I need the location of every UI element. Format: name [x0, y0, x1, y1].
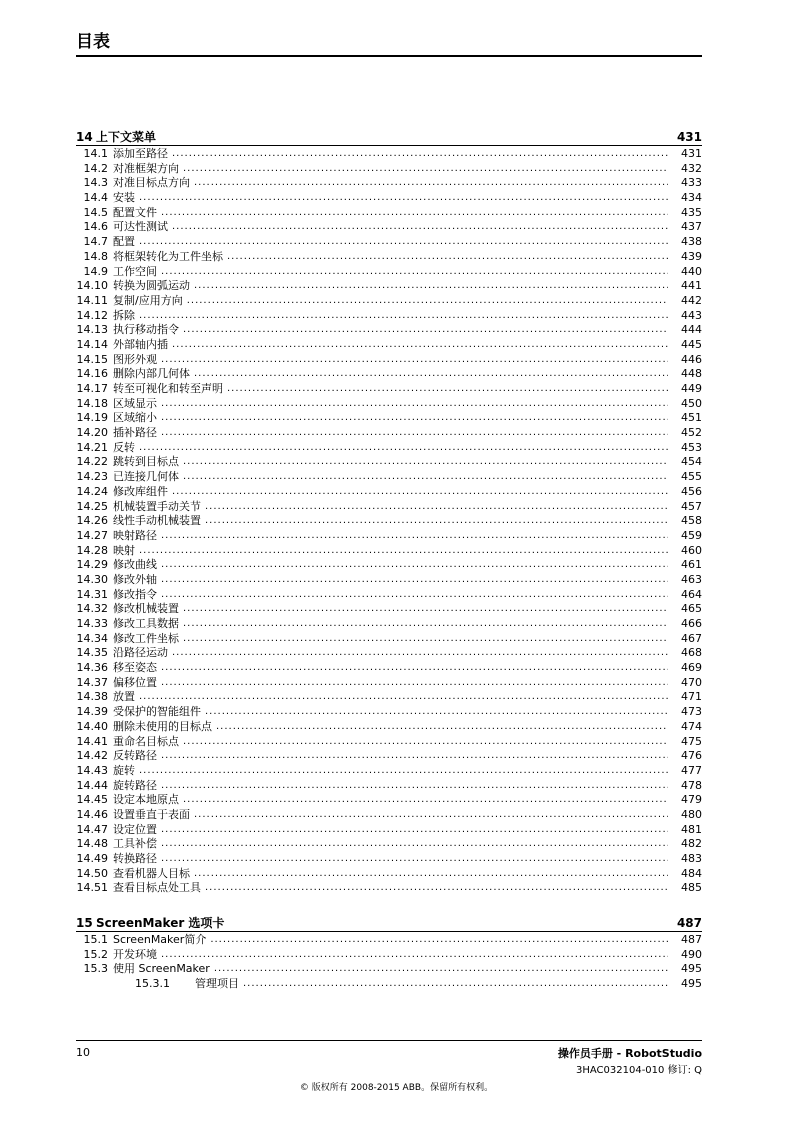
- toc-dot-leader: [139, 191, 668, 206]
- toc-entry-title: 工具补偿: [113, 837, 157, 851]
- toc-dot-leader: [183, 632, 668, 647]
- toc-entry-page: 475: [681, 734, 702, 748]
- toc-dot-leader: [243, 977, 668, 992]
- toc-entry-number: 14.27: [76, 528, 108, 542]
- toc-entry-title: 可达性测试: [113, 220, 168, 234]
- toc-entry-title: 区域缩小: [113, 411, 157, 425]
- toc-entry[interactable]: [76, 397, 702, 412]
- toc-entry-page: 495: [681, 977, 702, 991]
- toc-entry-title: 转至可视化和转至声明: [113, 382, 223, 395]
- toc-entry-number: 14.26: [76, 514, 108, 528]
- toc-entry-page: 439: [681, 249, 702, 263]
- toc-dot-leader: [161, 558, 668, 573]
- toc-entry-title: 执行移动指令: [113, 323, 179, 337]
- toc-entry[interactable]: [76, 573, 702, 588]
- toc-entry-page: 471: [681, 690, 702, 704]
- toc-dot-leader: [183, 735, 668, 750]
- toc-entry[interactable]: [76, 147, 702, 162]
- toc-entry-number: 14.41: [76, 734, 108, 748]
- chapter-divider: [76, 145, 702, 146]
- toc-dot-leader: [205, 500, 668, 515]
- toc-entry-title: 转换路径: [113, 852, 157, 865]
- toc-entry[interactable]: [76, 808, 702, 823]
- toc-dot-leader: [161, 661, 668, 676]
- toc-entry[interactable]: [76, 279, 702, 294]
- toc-entry-number: 14.28: [76, 543, 108, 557]
- toc-entry-title: 线性手动机械装置: [113, 514, 201, 528]
- toc-entry-page: 450: [681, 396, 702, 410]
- toc-entry[interactable]: [76, 867, 702, 882]
- toc-entry-number: 14.3: [83, 176, 108, 190]
- toc-entry-page: 449: [681, 382, 702, 395]
- toc-entry[interactable]: [76, 426, 702, 441]
- toc-entry-title: 图形外观: [113, 352, 157, 366]
- toc-entry[interactable]: [76, 206, 702, 221]
- toc-dot-leader: [205, 705, 668, 720]
- toc-entry-page: 455: [681, 470, 702, 484]
- toc-entry[interactable]: [76, 749, 702, 764]
- toc-entry-number: 14.10: [76, 279, 108, 293]
- toc-entry-page: 443: [681, 308, 702, 322]
- toc-entry-number: 15.1: [83, 933, 108, 947]
- toc-entry-number: 14.23: [76, 470, 108, 484]
- toc-entry-title: 沿路径运动: [113, 646, 168, 660]
- toc-entry[interactable]: [76, 309, 702, 324]
- toc-dot-leader: [161, 411, 668, 426]
- chapter-title: 上下文菜单: [96, 130, 157, 144]
- toc-entry-number: 15.3.1: [135, 977, 170, 991]
- toc-dot-leader: [183, 793, 668, 808]
- toc-entry-title: 修改工具数据: [113, 617, 179, 630]
- toc-entry-title: 反转: [113, 440, 135, 454]
- toc-entry-title: 修改工件坐标: [113, 631, 179, 645]
- toc-entry-number: 15.2: [83, 947, 108, 961]
- toc-dot-leader: [183, 602, 668, 617]
- toc-entry-page: 468: [681, 646, 702, 660]
- toc-entry-page: 478: [681, 778, 702, 792]
- toc-entry-title: 重命名目标点: [113, 734, 179, 748]
- footer-doc-id: 3HAC032104-010 修订: Q: [576, 1065, 702, 1076]
- toc-entry[interactable]: [76, 602, 702, 617]
- toc-entry-title: 工作空间: [113, 264, 157, 278]
- toc-dot-leader: [161, 397, 668, 412]
- toc-dot-leader: [161, 426, 668, 441]
- toc-dot-leader: [214, 962, 668, 977]
- toc-entry-number: 14.2: [83, 161, 108, 175]
- toc-entry-number: 14.37: [76, 675, 108, 689]
- toc-entry[interactable]: [76, 294, 702, 309]
- toc-entry-title: 反转路径: [113, 749, 157, 763]
- toc-entry-page: 470: [681, 675, 702, 689]
- toc-dot-leader: [161, 823, 668, 838]
- toc-entry-number: 14.4: [83, 191, 108, 205]
- toc-dot-leader: [172, 485, 668, 500]
- toc-entry-page: 490: [681, 947, 702, 961]
- toc-entry[interactable]: [76, 162, 702, 177]
- toc-entry-number: 15.3: [83, 962, 108, 976]
- chapter-heading[interactable]: [76, 912, 702, 930]
- toc-entry-title: 设定位置: [113, 822, 157, 836]
- toc-entry-title: 配置: [113, 235, 135, 249]
- toc-entry-page: 467: [681, 631, 702, 645]
- toc-dot-leader: [183, 455, 668, 470]
- toc-dot-leader: [172, 338, 668, 353]
- toc-entry-page: 444: [681, 323, 702, 337]
- toc-entry[interactable]: [76, 382, 702, 397]
- toc-entry-list: [76, 933, 702, 992]
- toc-entry-page: 461: [681, 558, 702, 572]
- toc-entry[interactable]: [76, 441, 702, 456]
- toc-entry-title: 删除内部几何体: [113, 367, 190, 381]
- toc-dot-leader: [194, 867, 668, 882]
- toc-dot-leader: [139, 309, 668, 324]
- toc-entry[interactable]: [76, 220, 702, 235]
- toc-entry-page: 453: [681, 440, 702, 454]
- toc-entry[interactable]: [76, 676, 702, 691]
- toc-entry-title: 设定本地原点: [113, 793, 179, 807]
- toc-entry[interactable]: [76, 353, 702, 368]
- toc-entry-title: 放置: [113, 690, 135, 704]
- toc-entry-page: 457: [681, 499, 702, 513]
- toc-dot-leader: [227, 382, 668, 397]
- toc-entry-page: 437: [681, 220, 702, 234]
- toc-entry-number: 14.51: [76, 881, 108, 895]
- toc-entry-page: 480: [681, 807, 702, 821]
- toc-entry-title: 外部轴内插: [113, 337, 168, 351]
- toc-entry-page: 485: [681, 881, 702, 895]
- toc-dot-leader: [161, 676, 668, 691]
- toc-entry[interactable]: [76, 617, 702, 632]
- toc-entry-number: 14.44: [76, 778, 108, 792]
- toc-entry-page: 459: [681, 528, 702, 542]
- toc-entry-title: 偏移位置: [113, 675, 157, 689]
- toc-entry-title: 修改机械装置: [113, 602, 179, 616]
- toc-entry-title: 修改指令: [113, 587, 157, 601]
- toc-entry[interactable]: [76, 948, 702, 963]
- toc-entry-page: 469: [681, 661, 702, 675]
- toc-dot-leader: [139, 764, 668, 779]
- toc-entry[interactable]: [76, 411, 702, 426]
- toc-entry-page: 442: [681, 293, 702, 307]
- toc-entry[interactable]: [76, 661, 702, 676]
- toc-dot-leader: [161, 749, 668, 764]
- toc-entry-number: 14.18: [76, 396, 108, 410]
- page-title: 目表: [76, 32, 110, 52]
- toc-entry-title: 开发环境: [113, 947, 157, 961]
- toc-dot-leader: [183, 617, 668, 632]
- toc-entry-number: 14.36: [76, 661, 108, 675]
- footer-divider: [76, 1040, 702, 1041]
- toc-entry[interactable]: [76, 529, 702, 544]
- toc-entry-page: 483: [681, 852, 702, 865]
- toc-entry-number: 14.45: [76, 793, 108, 807]
- toc-entry[interactable]: [76, 933, 702, 948]
- toc-entry-title: 设置垂直于表面: [113, 807, 190, 821]
- toc-entry-page: 466: [681, 617, 702, 630]
- toc-entry-number: 14.47: [76, 822, 108, 836]
- toc-entry-page: 452: [681, 426, 702, 440]
- toc-dot-leader: [161, 573, 668, 588]
- toc-entry-number: 14.21: [76, 440, 108, 454]
- footer-page-number: 10: [76, 1046, 90, 1059]
- toc-dot-leader: [172, 220, 668, 235]
- toc-dot-leader: [194, 176, 668, 191]
- toc-entry[interactable]: [76, 735, 702, 750]
- toc-dot-leader: [161, 779, 668, 794]
- toc-entry[interactable]: [76, 470, 702, 485]
- toc-entry-number: 14.15: [76, 352, 108, 366]
- toc-dot-leader: [194, 279, 668, 294]
- toc-entry-page: 432: [681, 161, 702, 175]
- chapter-number: 14: [76, 130, 93, 144]
- toc-entry-title: 安装: [113, 191, 135, 205]
- toc-entry[interactable]: [76, 485, 702, 500]
- toc-entry-number: 14.48: [76, 837, 108, 851]
- toc-entry-number: 14.20: [76, 426, 108, 440]
- toc-entry[interactable]: [76, 176, 702, 191]
- toc-entry-number: 14.43: [76, 763, 108, 777]
- toc-dot-leader: [139, 235, 668, 250]
- toc-entry-page: 474: [681, 719, 702, 733]
- toc-entry-title: 已连接几何体: [113, 470, 179, 484]
- toc-entry-title: 查看机器人目标: [113, 866, 190, 880]
- toc-entry[interactable]: [76, 367, 702, 382]
- toc-entry[interactable]: [76, 323, 702, 338]
- chapter-page: 487: [676, 916, 702, 931]
- toc-entry[interactable]: [76, 265, 702, 280]
- toc-dot-leader: [183, 323, 668, 338]
- toc-entry[interactable]: [76, 764, 702, 779]
- toc-entry-number: 14.29: [76, 558, 108, 572]
- toc-dot-leader: [161, 353, 668, 368]
- toc-entry[interactable]: [76, 852, 702, 867]
- toc-dot-leader: [161, 837, 668, 852]
- toc-entry-number: 14.11: [76, 293, 108, 307]
- toc-dot-leader: [139, 441, 668, 456]
- toc-entry-number: 14.22: [76, 455, 108, 469]
- toc-entry-title: 管理项目: [195, 977, 239, 991]
- toc-entry[interactable]: [76, 977, 702, 992]
- toc-entry-title: 区域显示: [113, 396, 157, 410]
- toc-entry-number: 14.46: [76, 807, 108, 821]
- footer-manual-title: 操作员手册 - RobotStudio: [557, 1047, 702, 1060]
- toc-entry-title: 转换为圆弧运动: [113, 279, 190, 293]
- toc-entry-number: 14.24: [76, 484, 108, 498]
- toc-entry-title: 插补路径: [113, 426, 157, 440]
- toc-entry-page: 431: [681, 147, 702, 160]
- toc-dot-leader: [183, 162, 668, 177]
- chapter-gap: [76, 896, 702, 912]
- toc-entry-page: 463: [681, 572, 702, 586]
- toc-entry-title: 旋转: [113, 763, 135, 777]
- toc-entry-number: 14.16: [76, 367, 108, 381]
- toc-entry-number: 14.19: [76, 411, 108, 425]
- toc-entry-number: 14.12: [76, 308, 108, 322]
- toc-entry-number: 14.38: [76, 690, 108, 704]
- toc-entry-title: 复制/应用方向: [113, 293, 183, 307]
- toc-entry-page: 445: [681, 337, 702, 351]
- toc-entry-number: 14.9: [83, 264, 108, 278]
- chapter-divider: [76, 931, 702, 932]
- toc-dot-leader: [172, 147, 668, 162]
- toc-entry[interactable]: [76, 632, 702, 647]
- toc-entry[interactable]: [76, 705, 702, 720]
- toc-entry[interactable]: [76, 235, 702, 250]
- toc-entry-page: 484: [681, 866, 702, 880]
- toc-dot-leader: [172, 646, 668, 661]
- toc-entry-title: 映射: [113, 543, 135, 557]
- toc-entry[interactable]: [76, 588, 702, 603]
- toc-entry-title: 受保护的智能组件: [113, 705, 201, 719]
- toc-entry-title: 旋转路径: [113, 778, 157, 792]
- toc-entry-list: [76, 147, 702, 896]
- toc-entry-page: 465: [681, 602, 702, 616]
- toc-dot-leader: [161, 265, 668, 280]
- toc-entry-number: 14.31: [76, 587, 108, 601]
- toc-entry-number: 14.39: [76, 705, 108, 719]
- toc-entry-title: 跳转到目标点: [113, 455, 179, 469]
- toc-entry-title: 拆除: [113, 308, 135, 322]
- toc-entry-page: 435: [681, 205, 702, 219]
- toc-dot-leader: [139, 544, 668, 559]
- toc-entry-number: 14.49: [76, 852, 108, 865]
- toc-entry-number: 14.14: [76, 337, 108, 351]
- toc-entry-page: 487: [681, 933, 702, 947]
- chapter-heading[interactable]: [76, 126, 702, 144]
- toc-dot-leader: [187, 294, 668, 309]
- toc-dot-leader: [205, 514, 668, 529]
- toc-entry-title: 移至姿态: [113, 661, 157, 675]
- toc-dot-leader: [161, 948, 668, 963]
- toc-entry-number: 14.8: [83, 249, 108, 263]
- toc-entry-page: 440: [681, 264, 702, 278]
- toc-entry[interactable]: [76, 837, 702, 852]
- toc-entry-page: 434: [681, 191, 702, 205]
- toc-dot-leader: [194, 367, 668, 382]
- toc-entry[interactable]: [76, 881, 702, 896]
- toc-entry-page: 479: [681, 793, 702, 807]
- toc-entry-page: 441: [681, 279, 702, 293]
- toc-entry-number: 14.35: [76, 646, 108, 660]
- toc-entry-number: 14.25: [76, 499, 108, 513]
- toc-entry-number: 14.7: [83, 235, 108, 249]
- toc-entry-title: 添加至路径: [113, 147, 168, 160]
- toc-entry-page: 476: [681, 749, 702, 763]
- toc-entry-page: 473: [681, 705, 702, 719]
- toc-entry[interactable]: [76, 455, 702, 470]
- toc-entry-page: 464: [681, 587, 702, 601]
- toc-entry-page: 481: [681, 822, 702, 836]
- toc-entry[interactable]: [76, 514, 702, 529]
- toc-entry-number: 14.30: [76, 572, 108, 586]
- toc-entry[interactable]: [76, 793, 702, 808]
- chapter-page: 431: [676, 130, 702, 144]
- toc-entry-number: 14.34: [76, 631, 108, 645]
- toc-entry[interactable]: [76, 338, 702, 353]
- toc-entry-number: 14.13: [76, 323, 108, 337]
- toc-entry[interactable]: [76, 823, 702, 838]
- toc-entry-number: 14.42: [76, 749, 108, 763]
- toc-entry-title: 对准框架方向: [113, 161, 179, 175]
- toc-entry-page: 482: [681, 837, 702, 851]
- toc-dot-leader: [183, 470, 668, 485]
- toc-entry-title: 映射路径: [113, 528, 157, 542]
- toc-entry-number: 14.17: [76, 382, 108, 395]
- toc-entry[interactable]: [76, 250, 702, 265]
- toc-entry-title: 对准目标点方向: [113, 176, 190, 190]
- toc-entry-title: 配置文件: [113, 205, 157, 219]
- toc-dot-leader: [161, 588, 668, 603]
- toc-entry-page: 456: [681, 484, 702, 498]
- toc-entry-page: 477: [681, 763, 702, 777]
- toc-entry-title: 删除未使用的目标点: [113, 719, 212, 733]
- toc-entry-title: 修改库组件: [113, 484, 168, 498]
- toc-dot-leader: [139, 690, 668, 705]
- toc-entry-page: 433: [681, 176, 702, 190]
- chapter-title: ScreenMaker 选项卡: [96, 916, 225, 931]
- toc-entry[interactable]: [76, 646, 702, 661]
- toc-entry-number: 14.1: [83, 147, 108, 160]
- toc-entry-page: 454: [681, 455, 702, 469]
- toc-entry-page: 460: [681, 543, 702, 557]
- toc-entry-number: 14.5: [83, 205, 108, 219]
- toc-dot-leader: [161, 852, 668, 867]
- toc-entry-number: 14.32: [76, 602, 108, 616]
- toc-entry-title: ScreenMaker简介: [113, 933, 207, 947]
- toc-entry-page: 446: [681, 352, 702, 366]
- toc-entry-page: 495: [681, 962, 702, 976]
- toc-entry[interactable]: [76, 500, 702, 515]
- toc-entry-page: 438: [681, 235, 702, 249]
- toc-dot-leader: [161, 206, 668, 221]
- toc-entry[interactable]: [76, 779, 702, 794]
- toc-dot-leader: [161, 529, 668, 544]
- toc-entry-title: 机械装置手动关节: [113, 499, 201, 513]
- toc-entry-number: 14.50: [76, 866, 108, 880]
- toc-entry-title: 将框架转化为工件坐标: [113, 249, 223, 263]
- toc-dot-leader: [210, 933, 668, 948]
- toc-entry-title: 修改外轴: [113, 572, 157, 586]
- title-divider: [76, 55, 702, 57]
- toc-dot-leader: [227, 250, 668, 265]
- toc-entry-page: 458: [681, 514, 702, 528]
- toc-dot-leader: [205, 881, 668, 896]
- table-of-contents: [76, 126, 702, 992]
- toc-dot-leader: [194, 808, 668, 823]
- toc-entry-number: 14.33: [76, 617, 108, 630]
- toc-entry[interactable]: [76, 558, 702, 573]
- footer-copyright: © 版权所有 2008-2015 ABB。保留所有权利。: [299, 1083, 494, 1093]
- toc-entry-page: 448: [681, 367, 702, 381]
- chapter-number: 15: [76, 916, 93, 931]
- toc-dot-leader: [216, 720, 668, 735]
- toc-entry-page: 451: [681, 411, 702, 425]
- toc-entry-title: 查看目标点处工具: [113, 881, 201, 895]
- toc-entry[interactable]: [76, 720, 702, 735]
- toc-entry-title: 使用 ScreenMaker: [113, 962, 210, 976]
- toc-entry-number: 14.6: [83, 220, 108, 234]
- toc-entry[interactable]: [76, 690, 702, 705]
- toc-entry-title: 修改曲线: [113, 558, 157, 572]
- toc-entry[interactable]: [76, 962, 702, 977]
- toc-entry[interactable]: [76, 544, 702, 559]
- toc-entry-number: 14.40: [76, 719, 108, 733]
- toc-entry[interactable]: [76, 191, 702, 206]
